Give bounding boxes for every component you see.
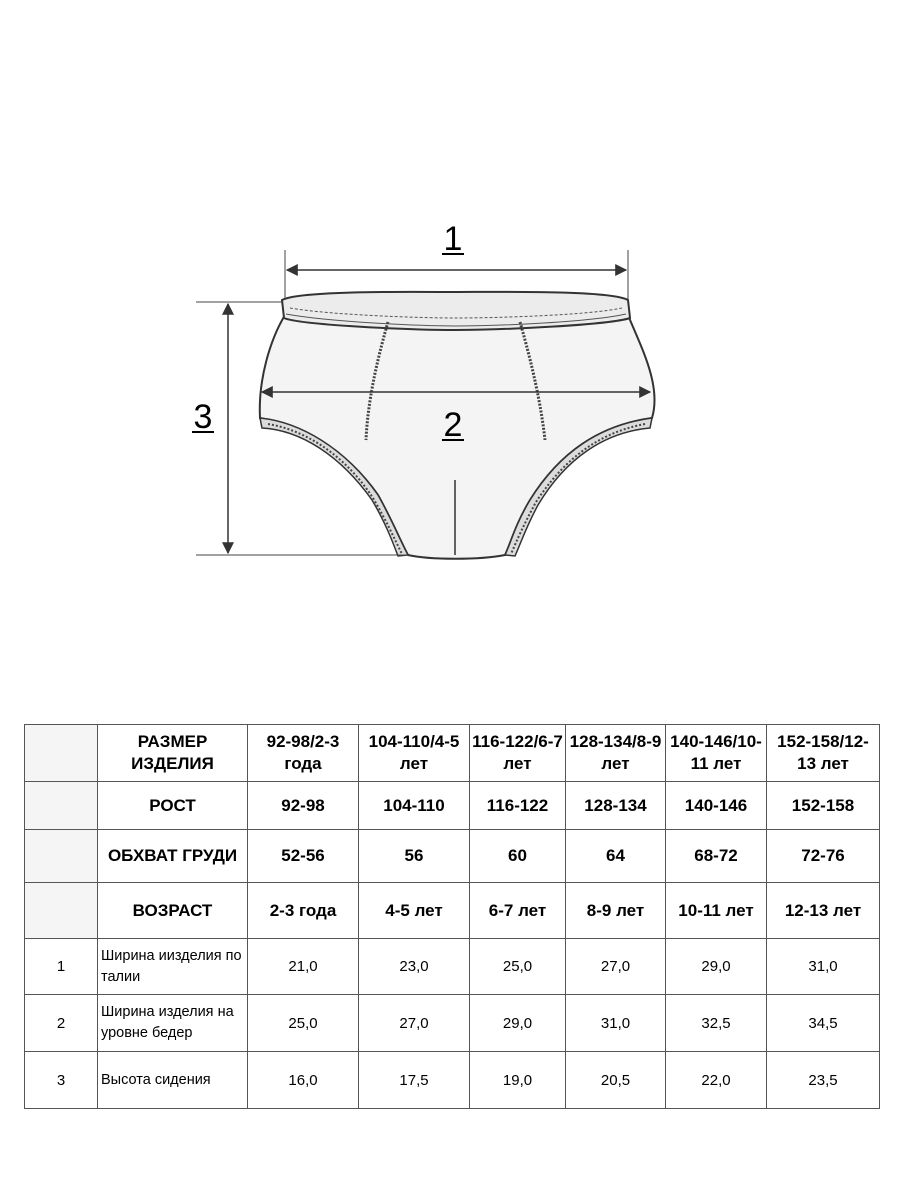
measurement-value: 16,0 <box>248 1052 359 1109</box>
measurement-value: 19,0 <box>470 1052 566 1109</box>
chest-cell: 52-56 <box>248 830 359 883</box>
measurement-value: 25,0 <box>248 995 359 1052</box>
chest-cell: 68-72 <box>666 830 767 883</box>
age-cell: 2-3 года <box>248 883 359 939</box>
header-label: ОБХВАТ ГРУДИ <box>98 830 248 883</box>
age-cell: 6-7 лет <box>470 883 566 939</box>
measurement-value: 27,0 <box>359 995 470 1052</box>
height-cell: 128-134 <box>566 782 666 830</box>
header-label: ВОЗРАСТ <box>98 883 248 939</box>
chest-cell: 72-76 <box>767 830 880 883</box>
measurement-value: 29,0 <box>470 995 566 1052</box>
measurement-value: 34,5 <box>767 995 880 1052</box>
measurement-label: Ширина иизделия по талии <box>98 939 248 995</box>
size-table <box>24 724 880 1109</box>
size-cell: 104-110/4-5 лет <box>359 725 470 782</box>
table-row-chest <box>25 830 880 883</box>
height-cell: 104-110 <box>359 782 470 830</box>
size-cell: 152-158/12-13 лет <box>767 725 880 782</box>
measurement-value: 31,0 <box>566 995 666 1052</box>
measurement-value: 23,0 <box>359 939 470 995</box>
age-cell: 12-13 лет <box>767 883 880 939</box>
measurement-value: 25,0 <box>470 939 566 995</box>
dimension-3-label: 3 <box>193 398 213 436</box>
table-row-measurement <box>25 939 880 995</box>
size-cell: 128-134/8-9 лет <box>566 725 666 782</box>
age-cell: 4-5 лет <box>359 883 470 939</box>
header-label: РОСТ <box>98 782 248 830</box>
header-label: РАЗМЕР ИЗДЕЛИЯ <box>98 725 248 782</box>
measurement-label: Высота сидения <box>98 1052 248 1109</box>
waistband <box>282 292 630 330</box>
measurement-value: 29,0 <box>666 939 767 995</box>
size-cell: 140-146/10-11 лет <box>666 725 767 782</box>
age-cell: 10-11 лет <box>666 883 767 939</box>
measurement-value: 21,0 <box>248 939 359 995</box>
measurement-value: 31,0 <box>767 939 880 995</box>
table-row-height <box>25 782 880 830</box>
measurement-value: 22,0 <box>666 1052 767 1109</box>
measurement-number: 1 <box>25 939 98 995</box>
size-cell: 92-98/2-3 года <box>248 725 359 782</box>
table-row-measurement <box>25 1052 880 1109</box>
measurement-value: 20,5 <box>566 1052 666 1109</box>
table-row-measurement <box>25 995 880 1052</box>
table-row-age <box>25 883 880 939</box>
measurement-value: 23,5 <box>767 1052 880 1109</box>
height-cell: 140-146 <box>666 782 767 830</box>
measurement-value: 32,5 <box>666 995 767 1052</box>
height-cell: 92-98 <box>248 782 359 830</box>
height-cell: 116-122 <box>470 782 566 830</box>
measurement-value: 27,0 <box>566 939 666 995</box>
chest-cell: 64 <box>566 830 666 883</box>
measurement-number: 3 <box>25 1052 98 1109</box>
dimension-2-label: 2 <box>443 406 463 444</box>
measurement-number: 2 <box>25 995 98 1052</box>
size-cell: 116-122/6-7 лет <box>470 725 566 782</box>
chest-cell: 60 <box>470 830 566 883</box>
age-cell: 8-9 лет <box>566 883 666 939</box>
measurement-label: Ширина изделия на уровне бедер <box>98 995 248 1052</box>
table-row-size <box>25 725 880 782</box>
measurement-value: 17,5 <box>359 1052 470 1109</box>
height-cell: 152-158 <box>767 782 880 830</box>
dimension-1-label: 1 <box>443 220 463 258</box>
chest-cell: 56 <box>359 830 470 883</box>
